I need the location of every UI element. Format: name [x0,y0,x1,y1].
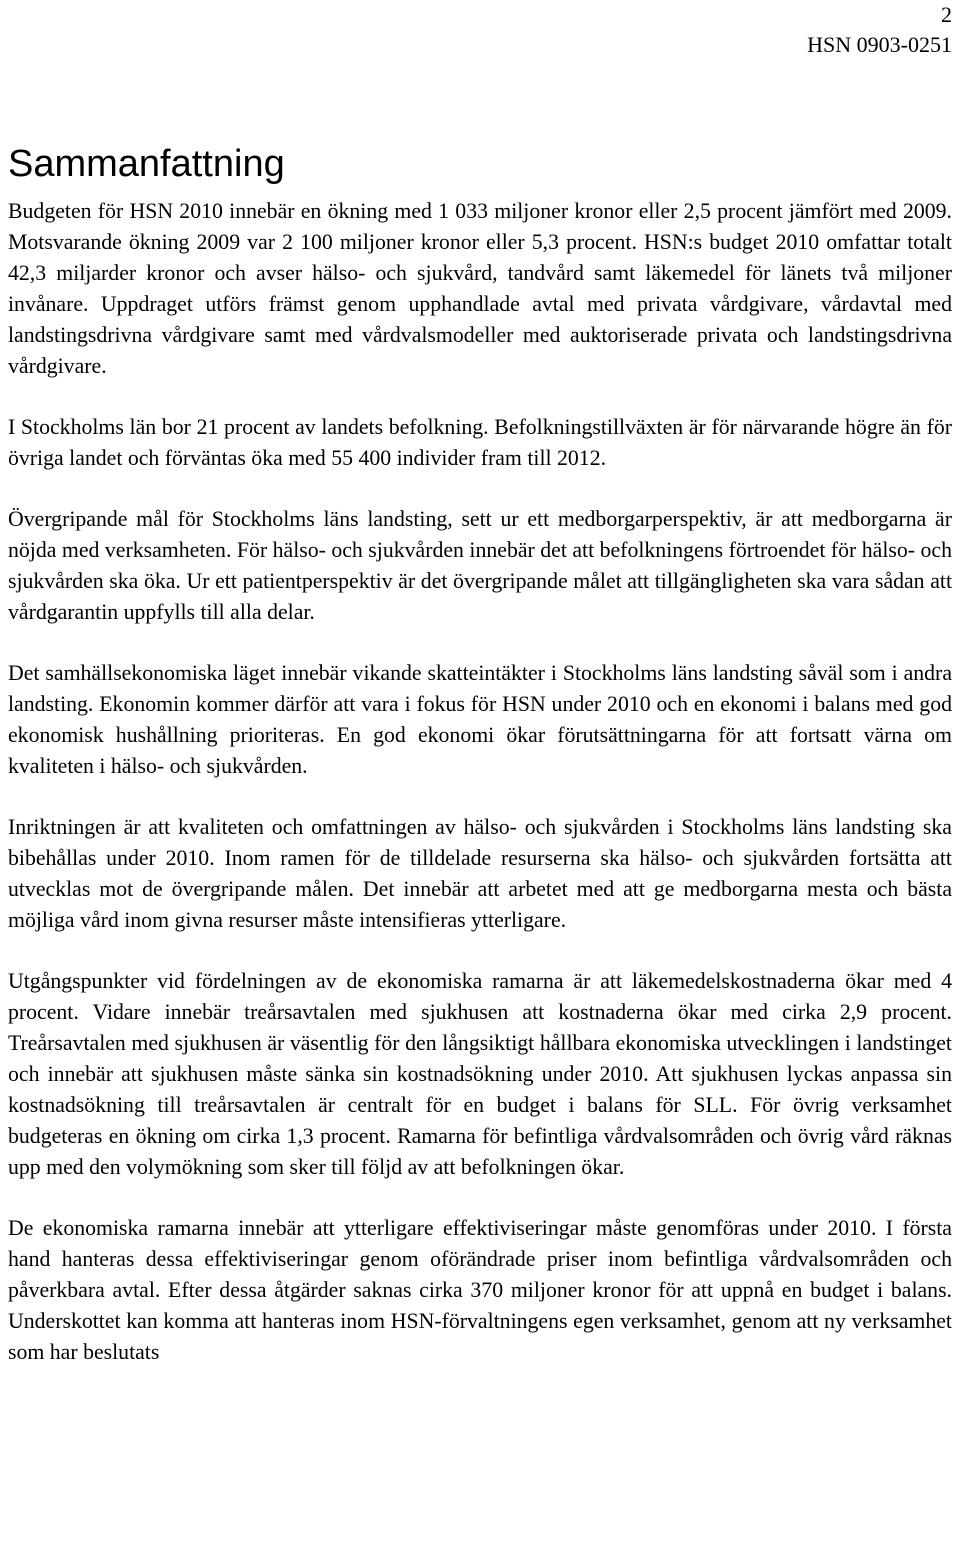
paragraph-starting-points: Utgångspunkter vid fördelningen av de ekonomiska ramarna är att läkemedelskostnaderna ökar med 4 procent. Vidare innebär treårsavtalen med sjukhusen att kostnaderna ökar med cirka 2,9 procent. Treårsavtalen med sjukhusen är väsentlig för den långsiktigt hållbara ekonomiska utvecklingen i landstinget och innebär att sjukhusen måste sänka sin kostnadsökning under 2010. Att sjukhusen lyckas anpassa sin kostnadsökning till treårsavtalen är centralt för en budget i balans för SLL. För övrig verksamhet budgeteras en ökning om cirka 1,3 procent. Ramarna för befintliga vårdvalsområden och övrig vård räknas upp med den volymökning som sker till följd av att befolkningen ökar. [8,969,952,1179]
section-heading: Sammanfattning [8,143,285,185]
paragraph-budget: Budgeten för HSN 2010 innebär en ökning med 1 033 miljoner kronor eller 2,5 procent jämfört med 2009. Motsvarande ökning 2009 var 2 100 miljoner kronor eller 5,3 procent. HSN:s budget 2010 omfattar totalt 42,3 miljarder kronor och avser hälso- och sjukvård, tandvård samt läkemedel för länets två miljoner invånare. Uppdraget utförs främst genom upphandlade avtal med privata vårdgivare, vårdavtal med landstingsdrivna vårdgivare samt med vårdvalsmodeller med auktoriserade privata och landstingsdrivna vårdgivare. [8,199,952,378]
page-header [807,0,952,60]
paragraph-economy: Det samhällsekonomiska läget innebär vikande skatteintäkter i Stockholms läns landsting såväl som i andra landsting. Ekonomin kommer därför att vara i fokus för HSN under 2010 och en ekonomi i balans med god ekonomisk hushållning prioriteras. En god ekonomi ökar förutsättningarna för att fortsatt värna om kvaliteten i hälso- och sjukvården. [8,661,952,778]
document-id: HSN 0903-0251 [807,32,952,57]
paragraph-direction: Inriktningen är att kvaliteten och omfattningen av hälso- och sjukvården i Stockholms läns landsting ska bibehållas under 2010. Inom ramen för de tilldelade resurserna ska hälso- och sjukvården fortsätta att utvecklas mot de övergripande målen. Det innebär att arbetet med att ge medborgarna mesta och bästa möjliga vård inom givna resurser måste intensifieras ytterligare. [8,815,952,932]
paragraph-efficiency: De ekonomiska ramarna innebär att ytterligare effektiviseringar måste genomföras under 2010. I första hand hanteras dessa effektiviseringar genom oförändrade priser inom befintliga vårdvalsområden och påverkbara avtal. Efter dessa åtgärder saknas cirka 370 miljoner kronor för att uppnå en budget i balans. Underskottet kan komma att hanteras inom HSN-förvaltningens egen verksamhet, genom att ny verksamhet som har beslutats [8,1216,952,1364]
paragraph-population: I Stockholms län bor 21 procent av landets befolkning. Befolkningstillväxten är för närvarande högre än för övriga landet och förväntas öka med 55 400 individer fram till 2012. [8,415,952,470]
document-body [8,196,952,1398]
paragraph-goals: Övergripande mål för Stockholms läns landsting, sett ur ett medborgarperspektiv, är att medborgarna är nöjda med verksamheten. För hälso- och sjukvården innebär det att befolkningens förtroendet för hälso- och sjukvården ska öka. Ur ett patientperspektiv är det övergripande målet att tillgängligheten ska vara sådan att vårdgarantin uppfylls till alla delar. [8,507,952,624]
page-number: 2 [941,2,952,27]
